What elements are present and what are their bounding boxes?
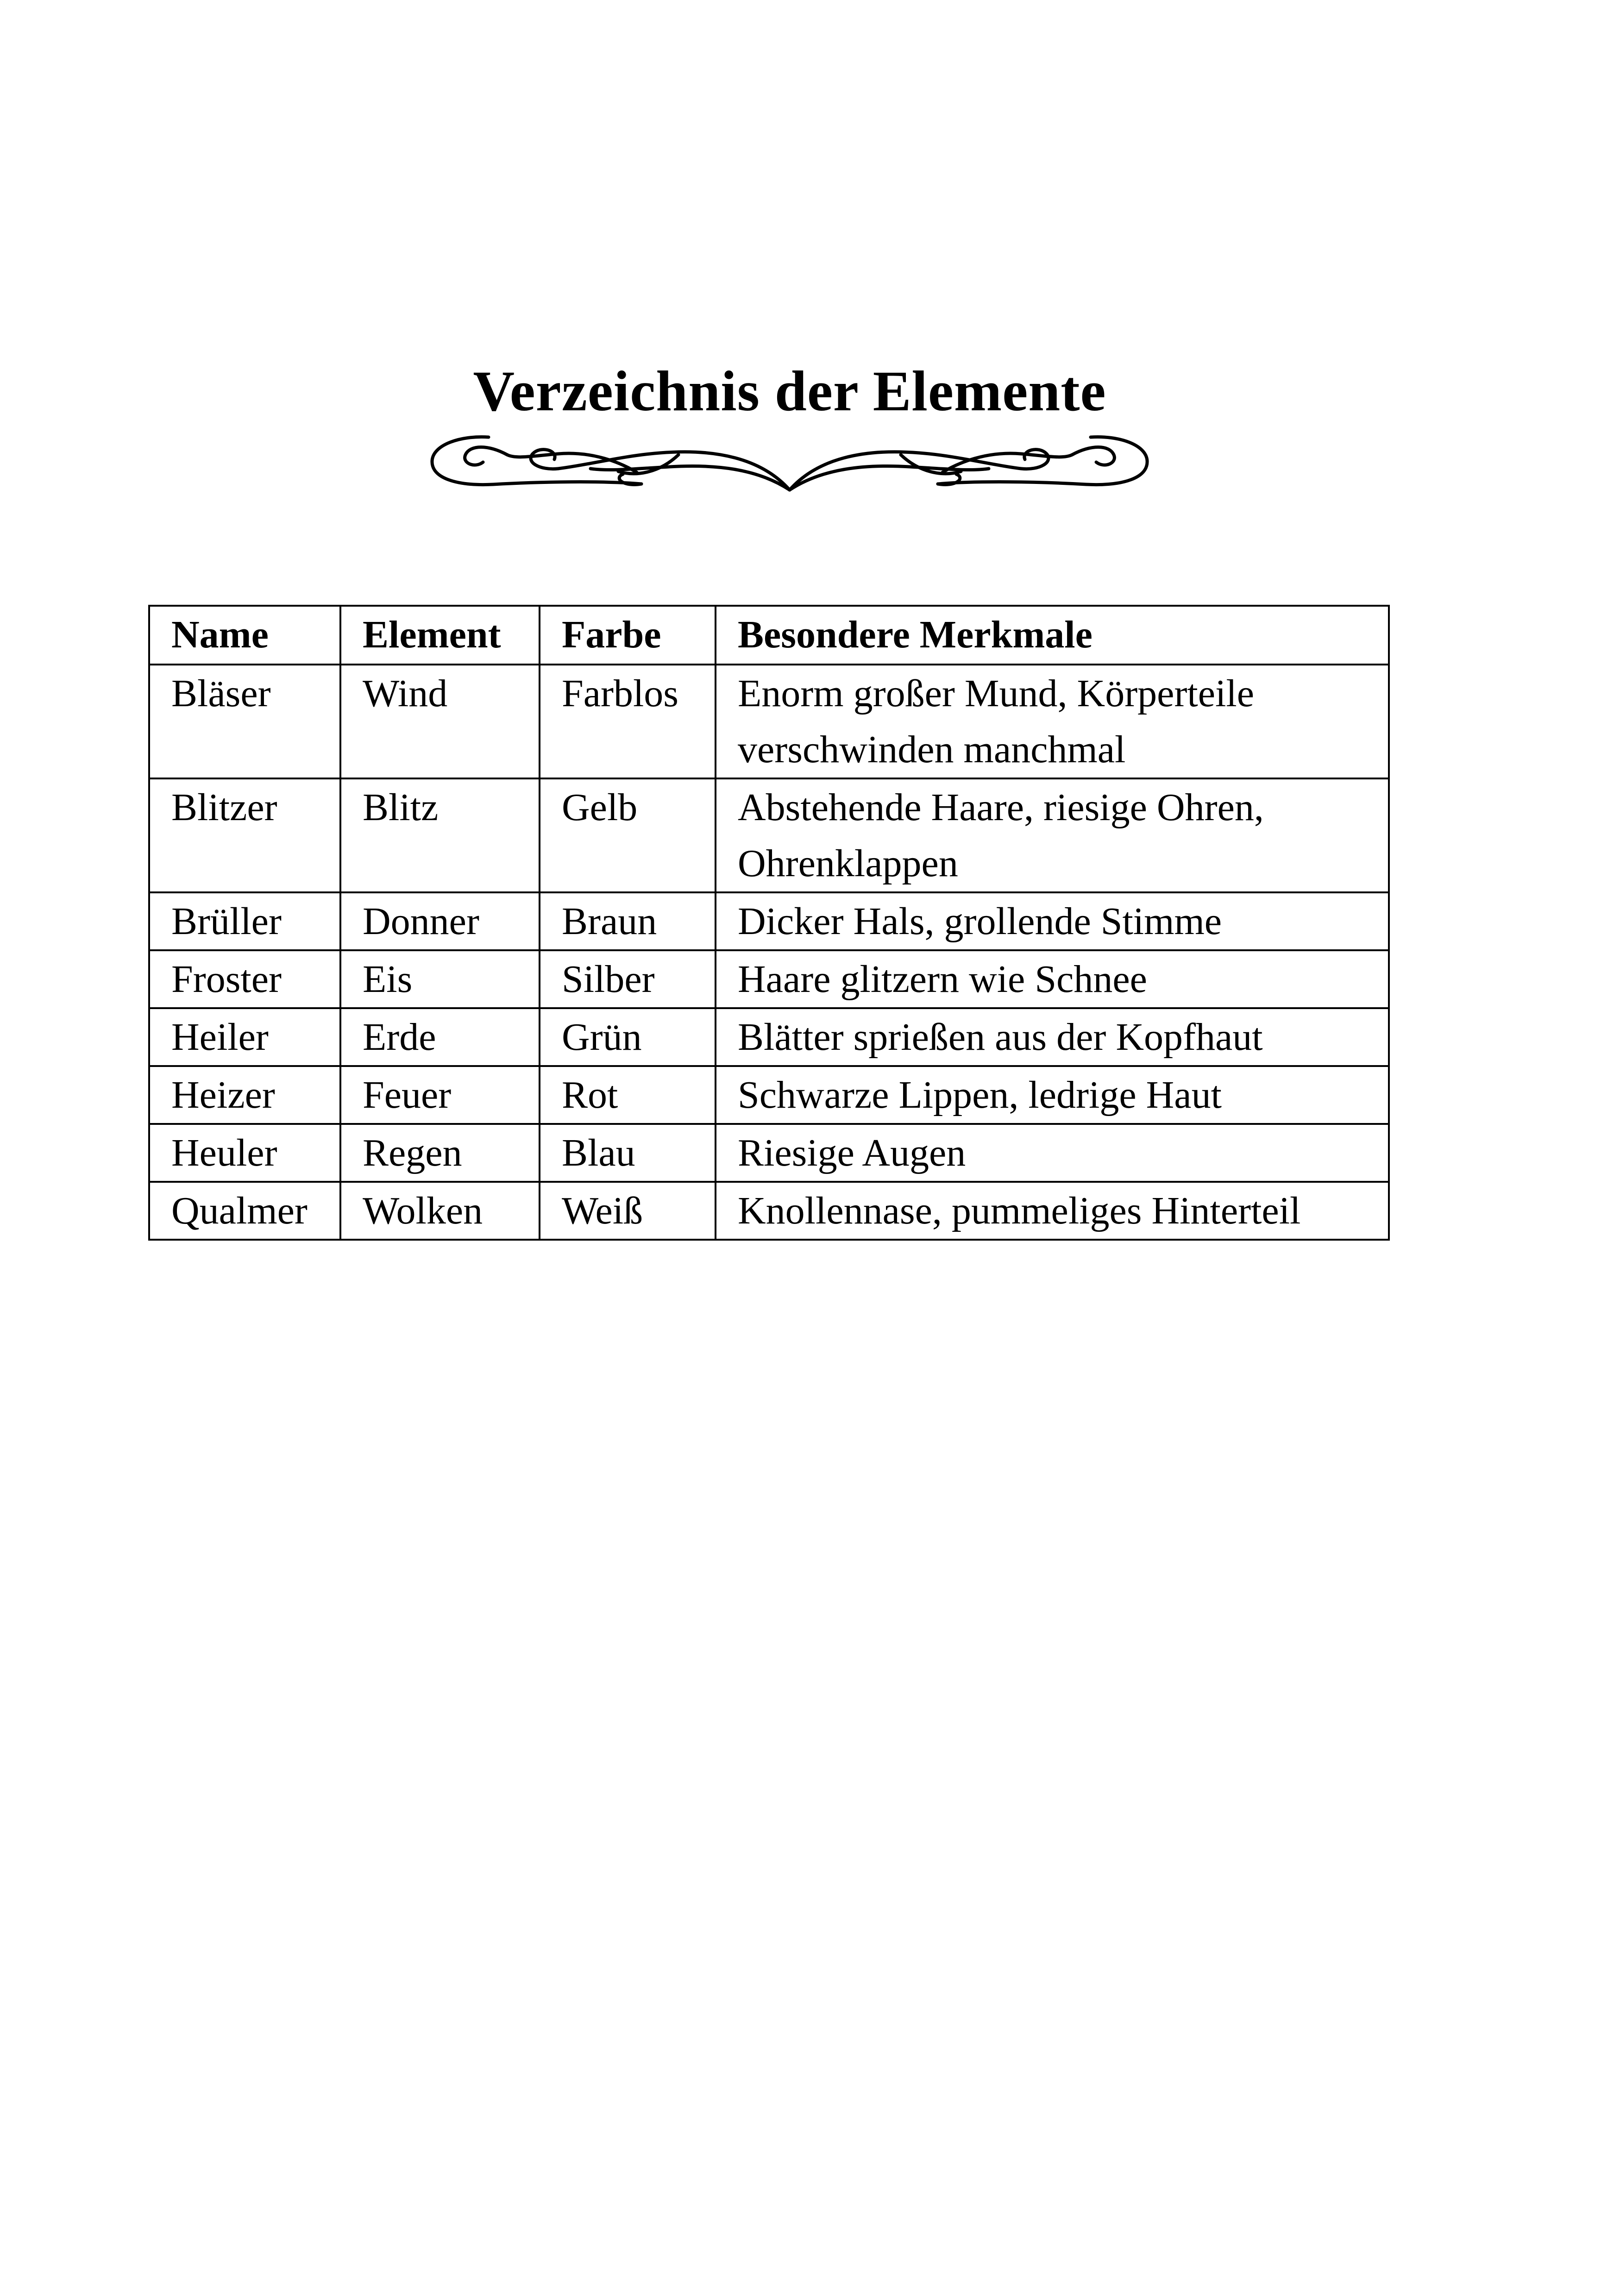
cell-name: Heiler [149, 1008, 340, 1066]
cell-name: Qualmer [149, 1182, 340, 1240]
cell-farbe: Farblos [540, 665, 716, 778]
column-header-element: Element [340, 606, 540, 665]
elements-table [148, 605, 1390, 1241]
cell-farbe: Rot [540, 1066, 716, 1124]
cell-merkmale: Dicker Hals, grollende Stimme [716, 892, 1389, 950]
cell-merkmale: Blätter sprießen aus der Kopfhaut [716, 1008, 1389, 1066]
table-row [149, 665, 1389, 778]
cell-element: Regen [340, 1124, 540, 1182]
cell-farbe: Braun [540, 892, 716, 950]
column-header-farbe: Farbe [540, 606, 716, 665]
table-row [149, 892, 1389, 950]
cell-element: Donner [340, 892, 540, 950]
table-row [149, 778, 1389, 892]
cell-name: Heuler [149, 1124, 340, 1182]
cell-element: Blitz [340, 778, 540, 892]
cell-name: Brüller [149, 892, 340, 950]
cell-element: Erde [340, 1008, 540, 1066]
page-title: Verzeichnis der Elemente [473, 359, 1106, 423]
cell-merkmale: Schwarze Lippen, ledrige Haut [716, 1066, 1389, 1124]
cell-merkmale: Abstehende Haare, riesige Ohren, Ohrenklappen [716, 778, 1389, 892]
decorative-flourish-icon [419, 426, 1160, 496]
cell-name: Blitzer [149, 778, 340, 892]
cell-element: Feuer [340, 1066, 540, 1124]
cell-merkmale: Knollennase, pummeliges Hinterteil [716, 1182, 1389, 1240]
table-row [149, 1124, 1389, 1182]
cell-element: Eis [340, 950, 540, 1008]
cell-farbe: Weiß [540, 1182, 716, 1240]
cell-element: Wolken [340, 1182, 540, 1240]
table-header-row [149, 606, 1389, 665]
column-header-name: Name [149, 606, 340, 665]
table-row [149, 1182, 1389, 1240]
cell-farbe: Silber [540, 950, 716, 1008]
cell-farbe: Grün [540, 1008, 716, 1066]
cell-name: Bläser [149, 665, 340, 778]
cell-element: Wind [340, 665, 540, 778]
cell-merkmale: Enorm großer Mund, Körperteile verschwinden manchmal [716, 665, 1389, 778]
table-row [149, 1008, 1389, 1066]
cell-name: Heizer [149, 1066, 340, 1124]
table-row [149, 950, 1389, 1008]
column-header-merkmale: Besondere Merkmale [716, 606, 1389, 665]
cell-merkmale: Riesige Augen [716, 1124, 1389, 1182]
cell-name: Froster [149, 950, 340, 1008]
cell-farbe: Gelb [540, 778, 716, 892]
table-row [149, 1066, 1389, 1124]
cell-merkmale: Haare glitzern wie Schnee [716, 950, 1389, 1008]
cell-farbe: Blau [540, 1124, 716, 1182]
